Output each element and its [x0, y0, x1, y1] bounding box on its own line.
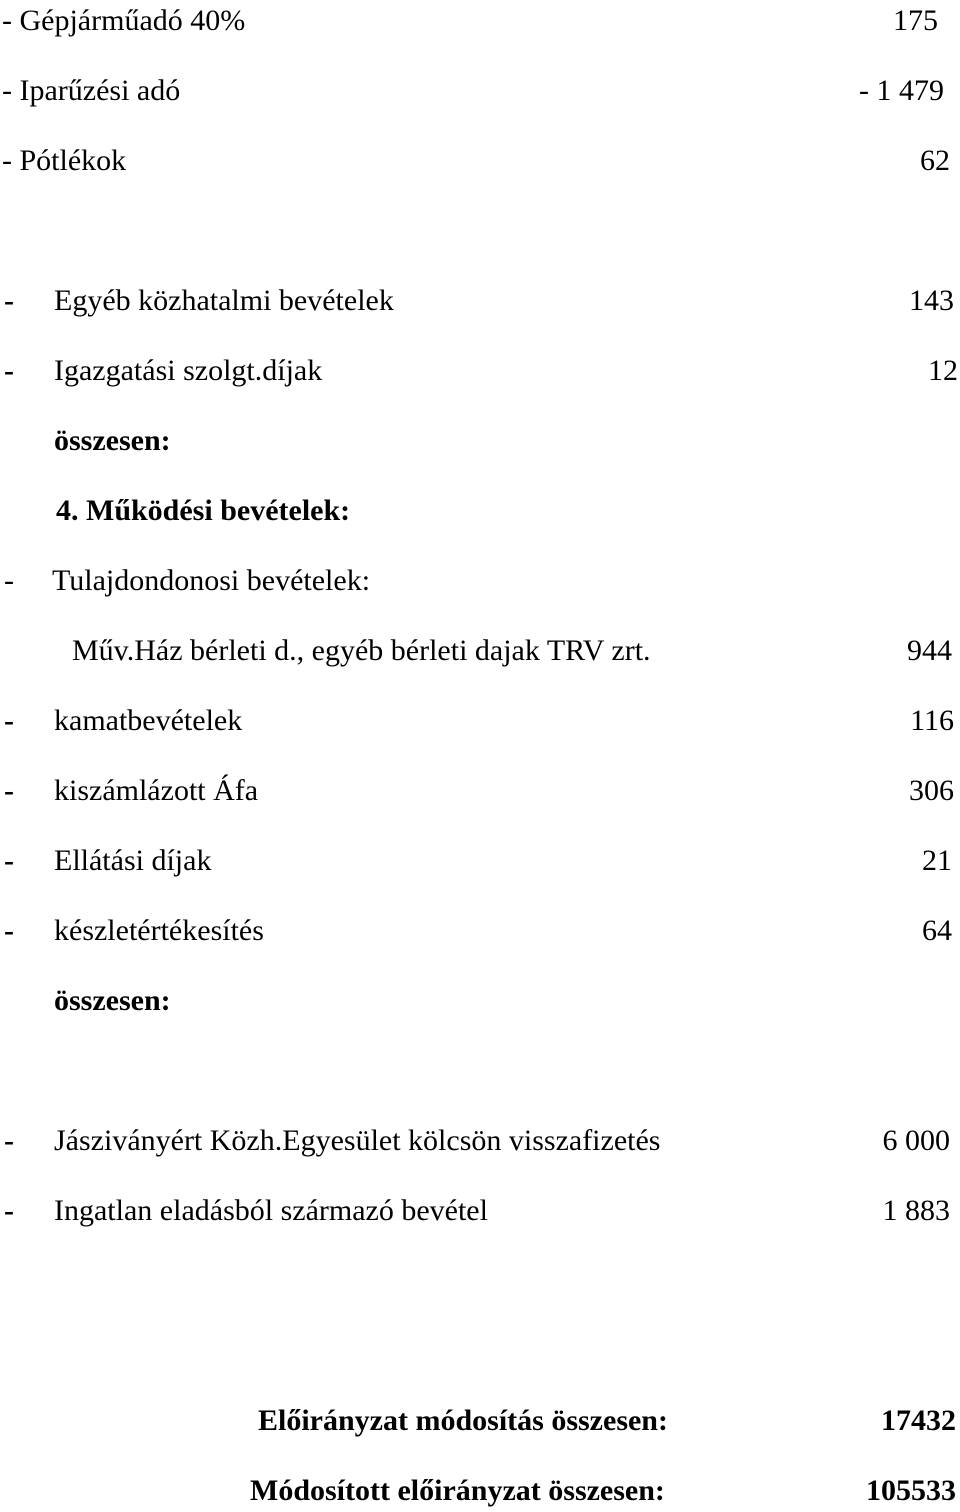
operating-revenue-value: 21	[922, 844, 952, 877]
rent-label: Műv.Ház bérleti d., egyéb bérleti dajak TRV zrt.	[72, 634, 651, 667]
other-revenue-label: Jásziványért Közh.Egyesület kölcsön visszafizetés	[54, 1124, 661, 1157]
public-revenue-label: Egyéb közhatalmi bevételek	[54, 284, 394, 317]
list-dash: -	[4, 704, 14, 737]
rent-value: 944	[907, 634, 952, 667]
list-dash: -	[4, 354, 14, 387]
tax-item-label: - Pótlékok	[2, 144, 127, 177]
tax-item-value: - 1 479	[859, 74, 944, 107]
modification-total-value: 17432	[881, 1404, 956, 1437]
operating-revenue-value: 306	[909, 774, 954, 807]
tax-item-label: - Iparűzési adó	[2, 74, 181, 107]
tax-item-value: 62	[920, 144, 950, 177]
other-revenue-label: Ingatlan eladásból származó bevétel	[54, 1194, 488, 1227]
operating-revenue-value: 64	[922, 914, 952, 947]
other-revenue-value: 1 883	[882, 1194, 950, 1227]
operating-revenue-label: készletértékesítés	[54, 914, 264, 947]
operating-revenue-label: kamatbevételek	[54, 704, 243, 737]
public-revenue-total-label: összesen:	[54, 424, 171, 457]
modified-total-value: 105533	[866, 1474, 956, 1507]
list-dash: -	[4, 284, 14, 317]
tax-item-label: - Gépjárműadó 40%	[2, 4, 246, 37]
tax-item-value: 175	[893, 4, 938, 37]
other-revenue-value: 6 000	[882, 1124, 950, 1157]
list-dash: -	[4, 564, 14, 597]
list-dash: -	[4, 844, 14, 877]
list-dash: -	[4, 914, 14, 947]
modification-total-label: Előirányzat módosítás összesen:	[258, 1404, 668, 1437]
operating-revenue-total-label: összesen:	[54, 984, 171, 1017]
owner-revenue-label: Tulajdondonosi bevételek:	[52, 564, 371, 597]
list-dash: -	[4, 774, 14, 807]
operating-revenue-heading: 4. Működési bevételek:	[56, 494, 351, 527]
operating-revenue-label: kiszámlázott Áfa	[54, 774, 259, 807]
modified-total-label: Módosított előirányzat összesen:	[250, 1474, 665, 1507]
public-revenue-label: Igazgatási szolgt.díjak	[54, 354, 323, 387]
public-revenue-value: 143	[909, 284, 954, 317]
operating-revenue-label: Ellátási díjak	[54, 844, 212, 877]
operating-revenue-value: 116	[910, 704, 954, 737]
public-revenue-value: 12	[928, 354, 958, 387]
list-dash: -	[4, 1194, 14, 1227]
list-dash: -	[4, 1124, 14, 1157]
